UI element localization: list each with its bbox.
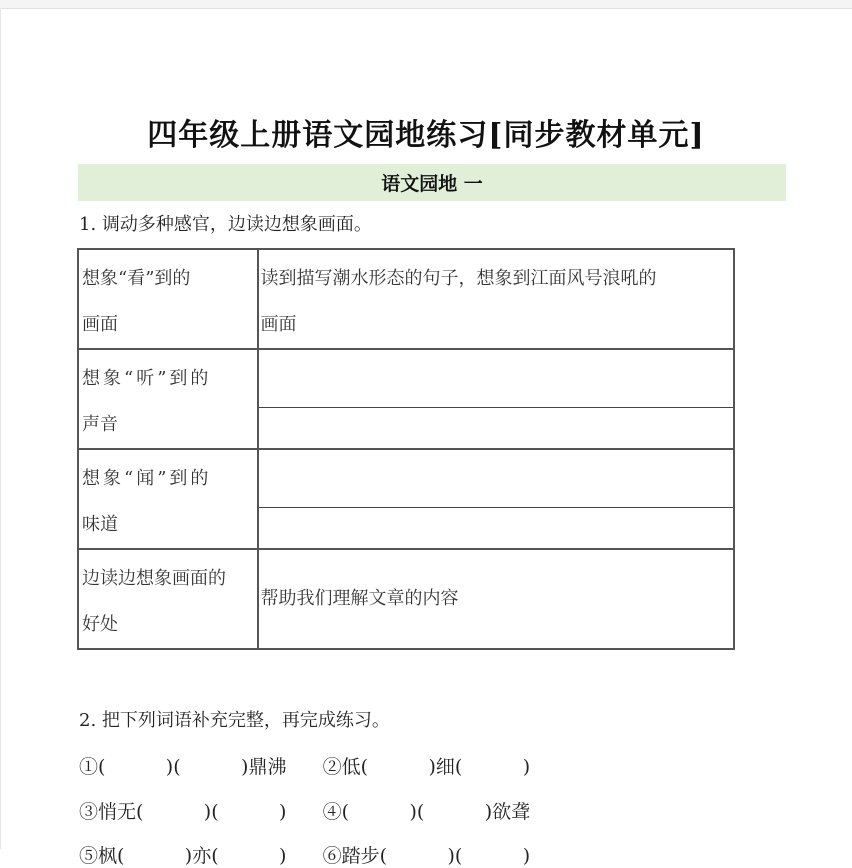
row-answer: 读到描写潮水形态的句子，想象到江面风号浪吼的 画面 <box>258 249 734 349</box>
table-row <box>78 549 734 649</box>
row-label: 边读边想象画面的 好处 <box>78 549 258 649</box>
row-label: 想象“看”到的 画面 <box>78 249 258 349</box>
question-1-prompt: 1. 调动多种感官，边读边想象画面。 <box>79 214 372 235</box>
table-row <box>78 349 734 449</box>
table-row <box>78 449 734 549</box>
answer-line <box>259 407 733 408</box>
answer-line <box>259 507 733 508</box>
question-2-prompt: 2. 把下列词语补充完整，再完成练习。 <box>79 710 390 731</box>
page-title: 四年级上册语文园地练习[同步教材单元] <box>147 118 705 153</box>
fill-blank-line[interactable]: ①( )( )鼎沸 ②低( )细( ) <box>79 756 531 778</box>
section-header: 语文园地 一 <box>78 164 786 201</box>
fill-blank-line[interactable]: ⑤枫( )亦( ) ⑥踏步( )( ) <box>79 845 531 867</box>
row-answer: 帮助我们理解文章的内容 <box>258 549 734 649</box>
sense-table <box>77 248 735 650</box>
fill-blank-line[interactable]: ③悄无( )( ) ④( )( )欲聋 <box>79 801 531 823</box>
viewer-top-bar <box>0 0 852 9</box>
answer-blank[interactable] <box>258 449 734 549</box>
row-label: 想象“闻”到的 味道 <box>78 449 258 549</box>
table-row <box>78 249 734 349</box>
row-label: 想象“听”到的 声音 <box>78 349 258 449</box>
answer-blank[interactable] <box>258 349 734 449</box>
